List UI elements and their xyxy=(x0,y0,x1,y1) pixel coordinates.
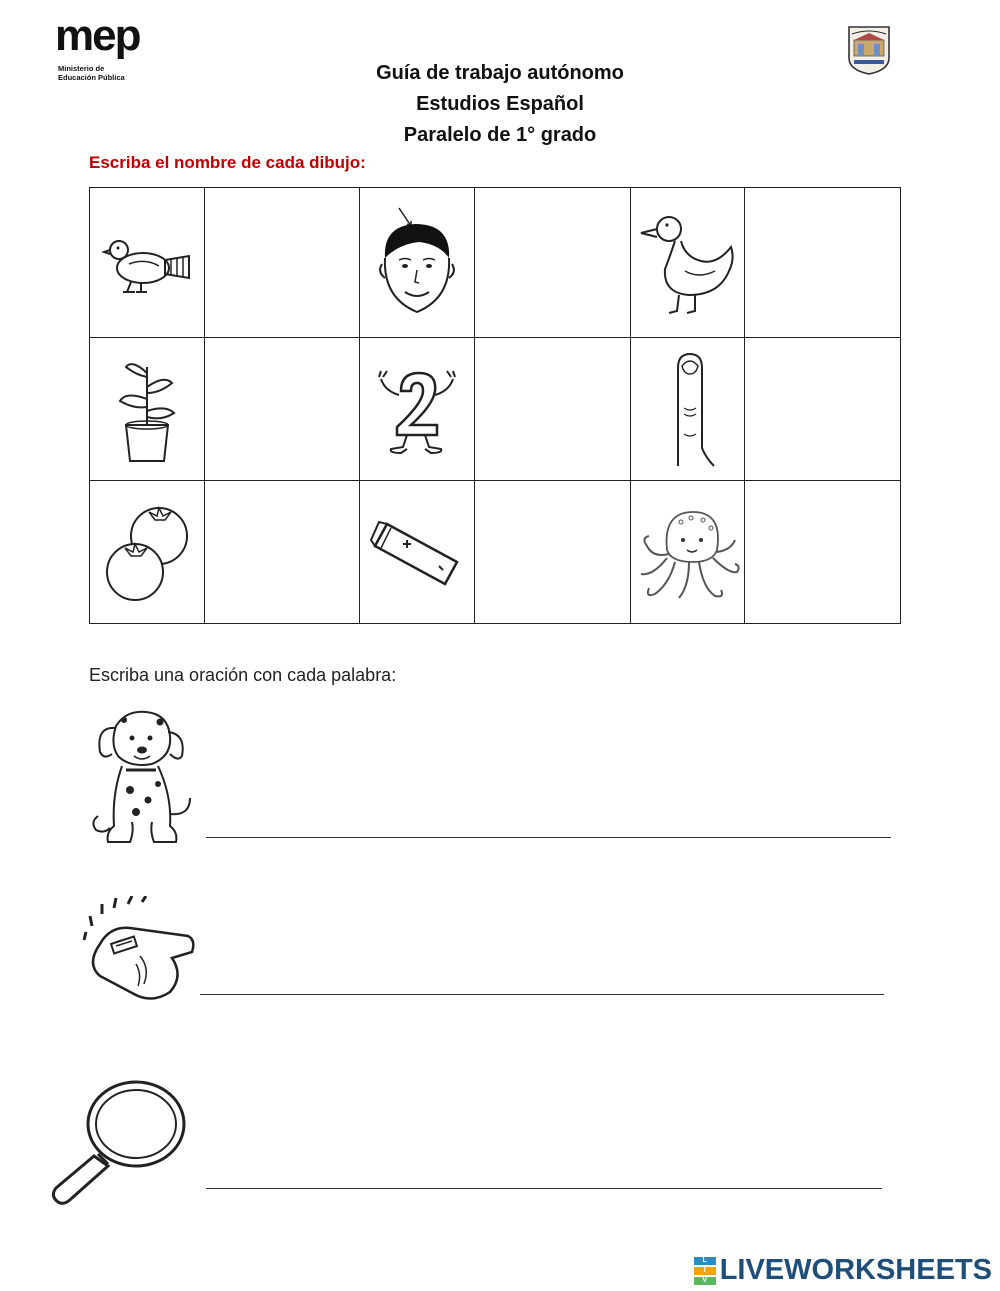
finger-icon xyxy=(658,348,718,470)
title-line-3: Paralelo de 1° grado xyxy=(403,124,597,146)
sentence-line-2[interactable] xyxy=(200,994,884,995)
answer-cell[interactable] xyxy=(475,481,630,624)
duck-icon xyxy=(635,207,741,319)
grid-cell-image xyxy=(90,188,205,338)
grid-cell-image xyxy=(360,188,475,338)
answer-cell[interactable] xyxy=(745,338,901,481)
grid-cell-image xyxy=(360,481,475,624)
brand-text: LIVEWORKSHEETS xyxy=(719,1254,992,1286)
title-line-2: Estudios Español xyxy=(416,93,584,115)
mep-logo-subtitle xyxy=(58,64,148,82)
octopus-icon xyxy=(633,500,743,604)
plant-pot-icon xyxy=(112,353,182,465)
sentence-line-1[interactable] xyxy=(206,837,891,838)
answer-cell[interactable] xyxy=(475,338,630,481)
liveworksheets-logo-icon: L I V xyxy=(694,1256,716,1286)
sentence-line-3[interactable] xyxy=(206,1188,882,1189)
answer-cell[interactable] xyxy=(204,481,359,624)
answer-cell[interactable] xyxy=(204,338,359,481)
grid-cell-image xyxy=(90,481,205,624)
logo-subtitle-line2: Educación Pública xyxy=(58,73,125,82)
battery-icon xyxy=(369,514,465,590)
tomatoes-icon xyxy=(99,500,195,604)
number-two-icon xyxy=(371,361,463,457)
section1-instruction: Escriba el nombre de cada dibujo: xyxy=(89,153,366,172)
liveworksheets-brand xyxy=(694,1254,992,1287)
hair-head-icon xyxy=(369,200,465,326)
mep-logo: mep xyxy=(55,11,140,60)
whistle-icon xyxy=(80,896,198,1000)
answer-cell[interactable] xyxy=(475,188,630,338)
title-line-1: Guía de trabajo autónomo xyxy=(376,62,624,84)
grid-cell-image xyxy=(630,481,745,624)
answer-cell[interactable] xyxy=(745,188,901,338)
magnifying-glass-icon xyxy=(48,1076,190,1206)
school-seal-icon xyxy=(846,24,892,76)
answer-cell[interactable] xyxy=(745,481,901,624)
answer-cell[interactable] xyxy=(204,188,359,338)
dalmatian-dog-icon xyxy=(86,704,194,850)
worksheet-title xyxy=(250,58,750,151)
grid-cell-image xyxy=(630,188,745,338)
grid-cell-image xyxy=(360,338,475,481)
section2-instruction: Escriba una oración con cada palabra: xyxy=(89,665,397,685)
grid-cell-image xyxy=(90,338,205,481)
picture-naming-grid xyxy=(89,187,901,624)
pigeon-icon xyxy=(101,228,193,298)
logo-subtitle-line1: Ministerio de xyxy=(58,64,105,73)
grid-cell-image xyxy=(630,338,745,481)
